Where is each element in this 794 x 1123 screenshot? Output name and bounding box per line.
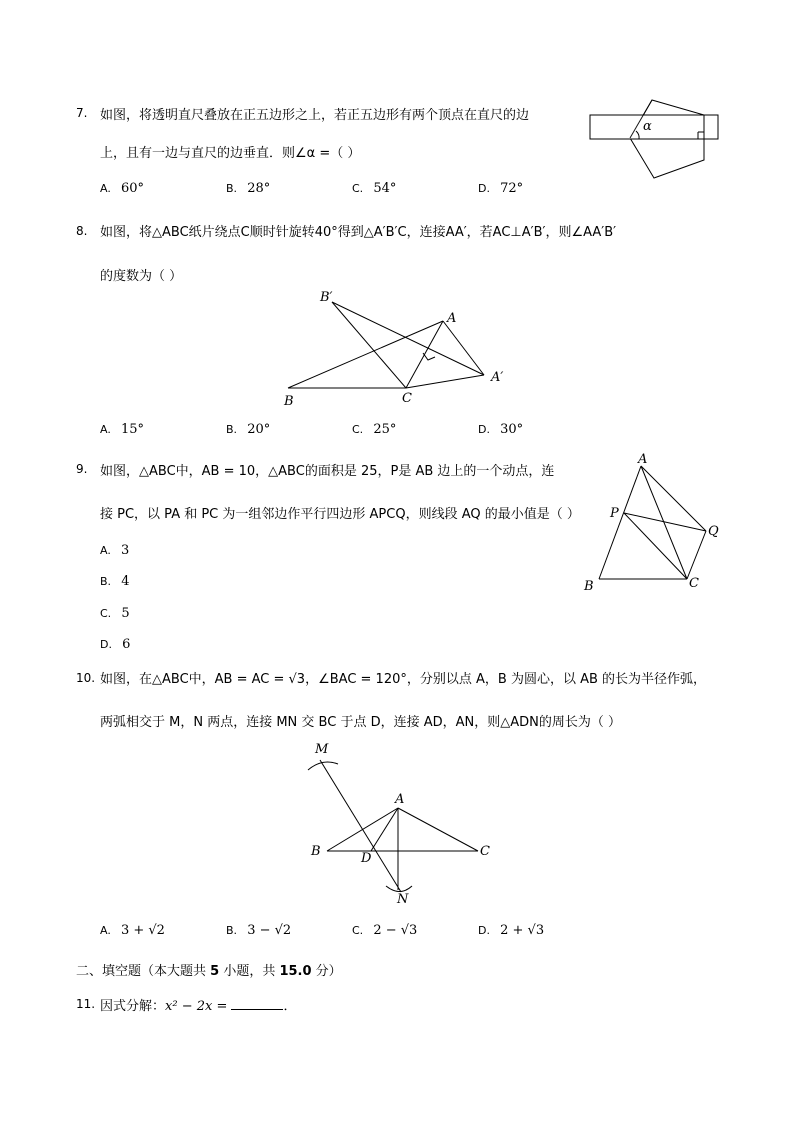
q8-text-line1: 如图，将△ABC纸片绕点C顺时针旋转40°得到△A′B′C，连接AA′，若AC⊥A′B′，则∠AA′B′	[100, 225, 617, 240]
q10-number: 10.	[76, 671, 96, 685]
option-letter: C.	[100, 607, 112, 620]
q7-text-line2: 上，且有一边与直尺的边垂直．则∠α =（ ）	[100, 146, 361, 161]
q10-label-a: A	[395, 792, 405, 807]
q10-label-d: D	[361, 851, 372, 866]
q11-tail: ．	[283, 999, 297, 1014]
option-letter: D.	[478, 423, 490, 436]
option-value: 2 + √3	[500, 923, 545, 938]
q9-label-c: C	[689, 576, 699, 591]
q8-label-a: A	[447, 311, 457, 326]
option-value: 5	[121, 606, 130, 621]
option-letter: A.	[100, 924, 111, 937]
q8-label-c: C	[402, 391, 412, 406]
option-value: 3 + √2	[120, 923, 165, 938]
q10-text-line2: 两弧相交于 M，N 两点，连接 MN 交 BC 于点 D，连接 AD，AN，则△ADN的周长为（ ）	[100, 715, 621, 730]
q11-answer-blank[interactable]	[231, 997, 283, 1010]
q11-text: 因式分解：	[100, 999, 166, 1014]
q9-label-a: A	[638, 452, 648, 467]
option-value: 15°	[120, 422, 145, 437]
q11-expression: x² − 2x =	[165, 999, 232, 1014]
q8-label-b: B	[284, 394, 294, 409]
option-letter: B.	[100, 575, 112, 588]
option-letter: B.	[226, 182, 238, 195]
option-value: 30°	[500, 422, 524, 437]
q9-label-p: P	[610, 506, 619, 521]
q10-option-c[interactable]	[352, 923, 417, 938]
section2-count: 5	[210, 964, 220, 979]
option-value: 2 − √3	[373, 923, 418, 938]
option-value: 3 − √2	[247, 923, 292, 938]
option-value: 4	[121, 574, 130, 589]
option-value: 25°	[373, 422, 397, 437]
option-value: 28°	[247, 181, 271, 196]
option-value: 72°	[500, 181, 524, 196]
option-letter: D.	[478, 924, 490, 937]
q9-text-line1: 如图，△ABC中，AB = 10，△ABC的面积是 25，P是 AB 边上的一个动点，连	[100, 464, 555, 479]
q9-label-b: B	[584, 579, 594, 594]
section2-title	[76, 960, 342, 979]
option-letter: B.	[226, 423, 238, 436]
q9-label-q: Q	[708, 524, 719, 539]
q7-text-line1: 如图，将透明直尺叠放在正五边形之上，若正五边形有两个顶点在直尺的边	[100, 108, 530, 123]
option-value: 60°	[120, 181, 145, 196]
option-letter: C.	[352, 423, 364, 436]
alpha-label: α	[643, 119, 652, 134]
option-letter: A.	[100, 182, 111, 195]
option-value: 3	[120, 543, 130, 558]
q7-number: 7.	[76, 106, 88, 120]
q10-label-c: C	[480, 844, 490, 859]
option-letter: D.	[478, 182, 490, 195]
section2-title-mid: 小题，共	[219, 964, 280, 979]
section2-score: 15.0	[279, 964, 312, 979]
q8-label-a-prime: A′	[491, 370, 504, 385]
q10-label-b: B	[311, 844, 321, 859]
section2-title-suffix: 分）	[311, 964, 342, 979]
q11-question	[100, 995, 297, 1014]
q10-option-d[interactable]	[478, 923, 544, 938]
section2-title-prefix: 二、填空题（本大题共	[76, 964, 211, 979]
option-letter: A.	[100, 544, 111, 557]
q10-option-b[interactable]	[226, 923, 291, 938]
q8-number: 8.	[76, 224, 88, 238]
option-letter: B.	[226, 924, 238, 937]
q10-option-a[interactable]	[100, 923, 165, 938]
q9-number: 9.	[76, 462, 88, 476]
q10-text-line1: 如图，在△ABC中，AB = AC = √3，∠BAC = 120°，分别以点 A，B 为圆心，以 AB 的长为半径作弧，	[100, 672, 707, 687]
q10-label-n: N	[397, 892, 409, 907]
q11-number: 11.	[76, 997, 96, 1011]
option-value: 20°	[247, 422, 271, 437]
q9-text-line2: 接 PC，以 PA 和 PC 为一组邻边作平行四边形 APCQ，则线段 AQ 的最小值是（ ）	[100, 507, 580, 522]
q10-label-m: M	[315, 742, 329, 757]
option-letter: A.	[100, 423, 111, 436]
option-letter: C.	[352, 924, 364, 937]
q8-label-b-prime: B′	[320, 290, 333, 305]
option-value: 54°	[373, 181, 397, 196]
q8-text-line2: 的度数为（ ）	[100, 269, 183, 284]
option-letter: C.	[352, 182, 364, 195]
option-letter: D.	[100, 638, 112, 651]
option-value: 6	[122, 637, 131, 652]
